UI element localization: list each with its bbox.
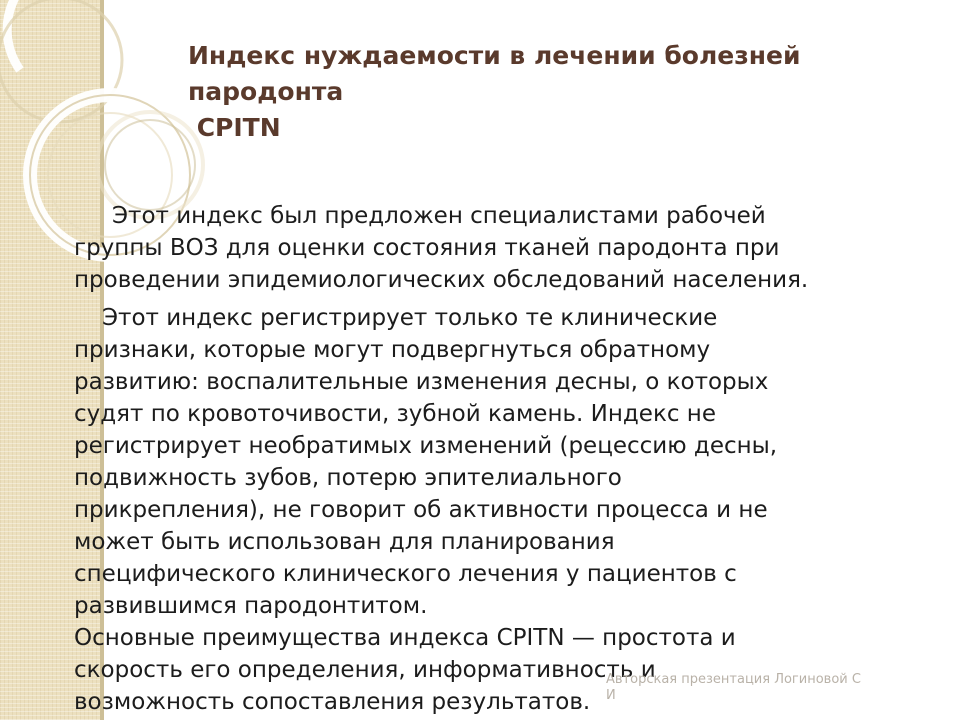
body-line: скорость его определения, информативность и [74,657,656,683]
body-line: группы ВОЗ для оценки состояния тканей пародонта при [74,235,780,261]
body-line: подвижность зубов, потерю эпителиального [74,465,622,491]
footer-line: И [606,688,616,703]
footer-line: Авторская презентация Логиновой С [606,672,861,687]
body-line: Основные преимущества индекса CPITN — простота и [74,625,736,651]
body-line: признаки, которые могут подвергнуться обратному [74,337,711,363]
body-line: специфического клинического лечения у пациентов с [74,561,737,587]
body-line: возможность сопоставления результатов. [74,689,591,715]
body-line: развившимся пародонтитом. [74,593,428,619]
slide-body [74,200,944,718]
title-line: пародонта [188,77,344,106]
author-footer [606,672,906,704]
body-line: регистрирует необратимых изменений (рецессию десны, [74,433,778,459]
body-line: проведении эпидемиологических обследований населения. [74,267,809,293]
body-line: Этот индекс был предложен специалистами рабочей [112,203,766,229]
body-line: прикрепления), не говорит об активности процесса и не [74,497,768,523]
slide-title [188,38,928,146]
body-line: развитию: воспалительные изменения десны, о которых [74,369,769,395]
title-line: Индекс нуждаемости в лечении болезней [188,41,801,70]
body-line: может быть использован для планирования [74,529,615,555]
body-line: судят по кровоточивости, зубной камень. Индекс не [74,401,716,427]
title-line: CPITN [188,113,281,142]
body-line: Этот индекс регистрирует только те клинические [102,305,718,331]
